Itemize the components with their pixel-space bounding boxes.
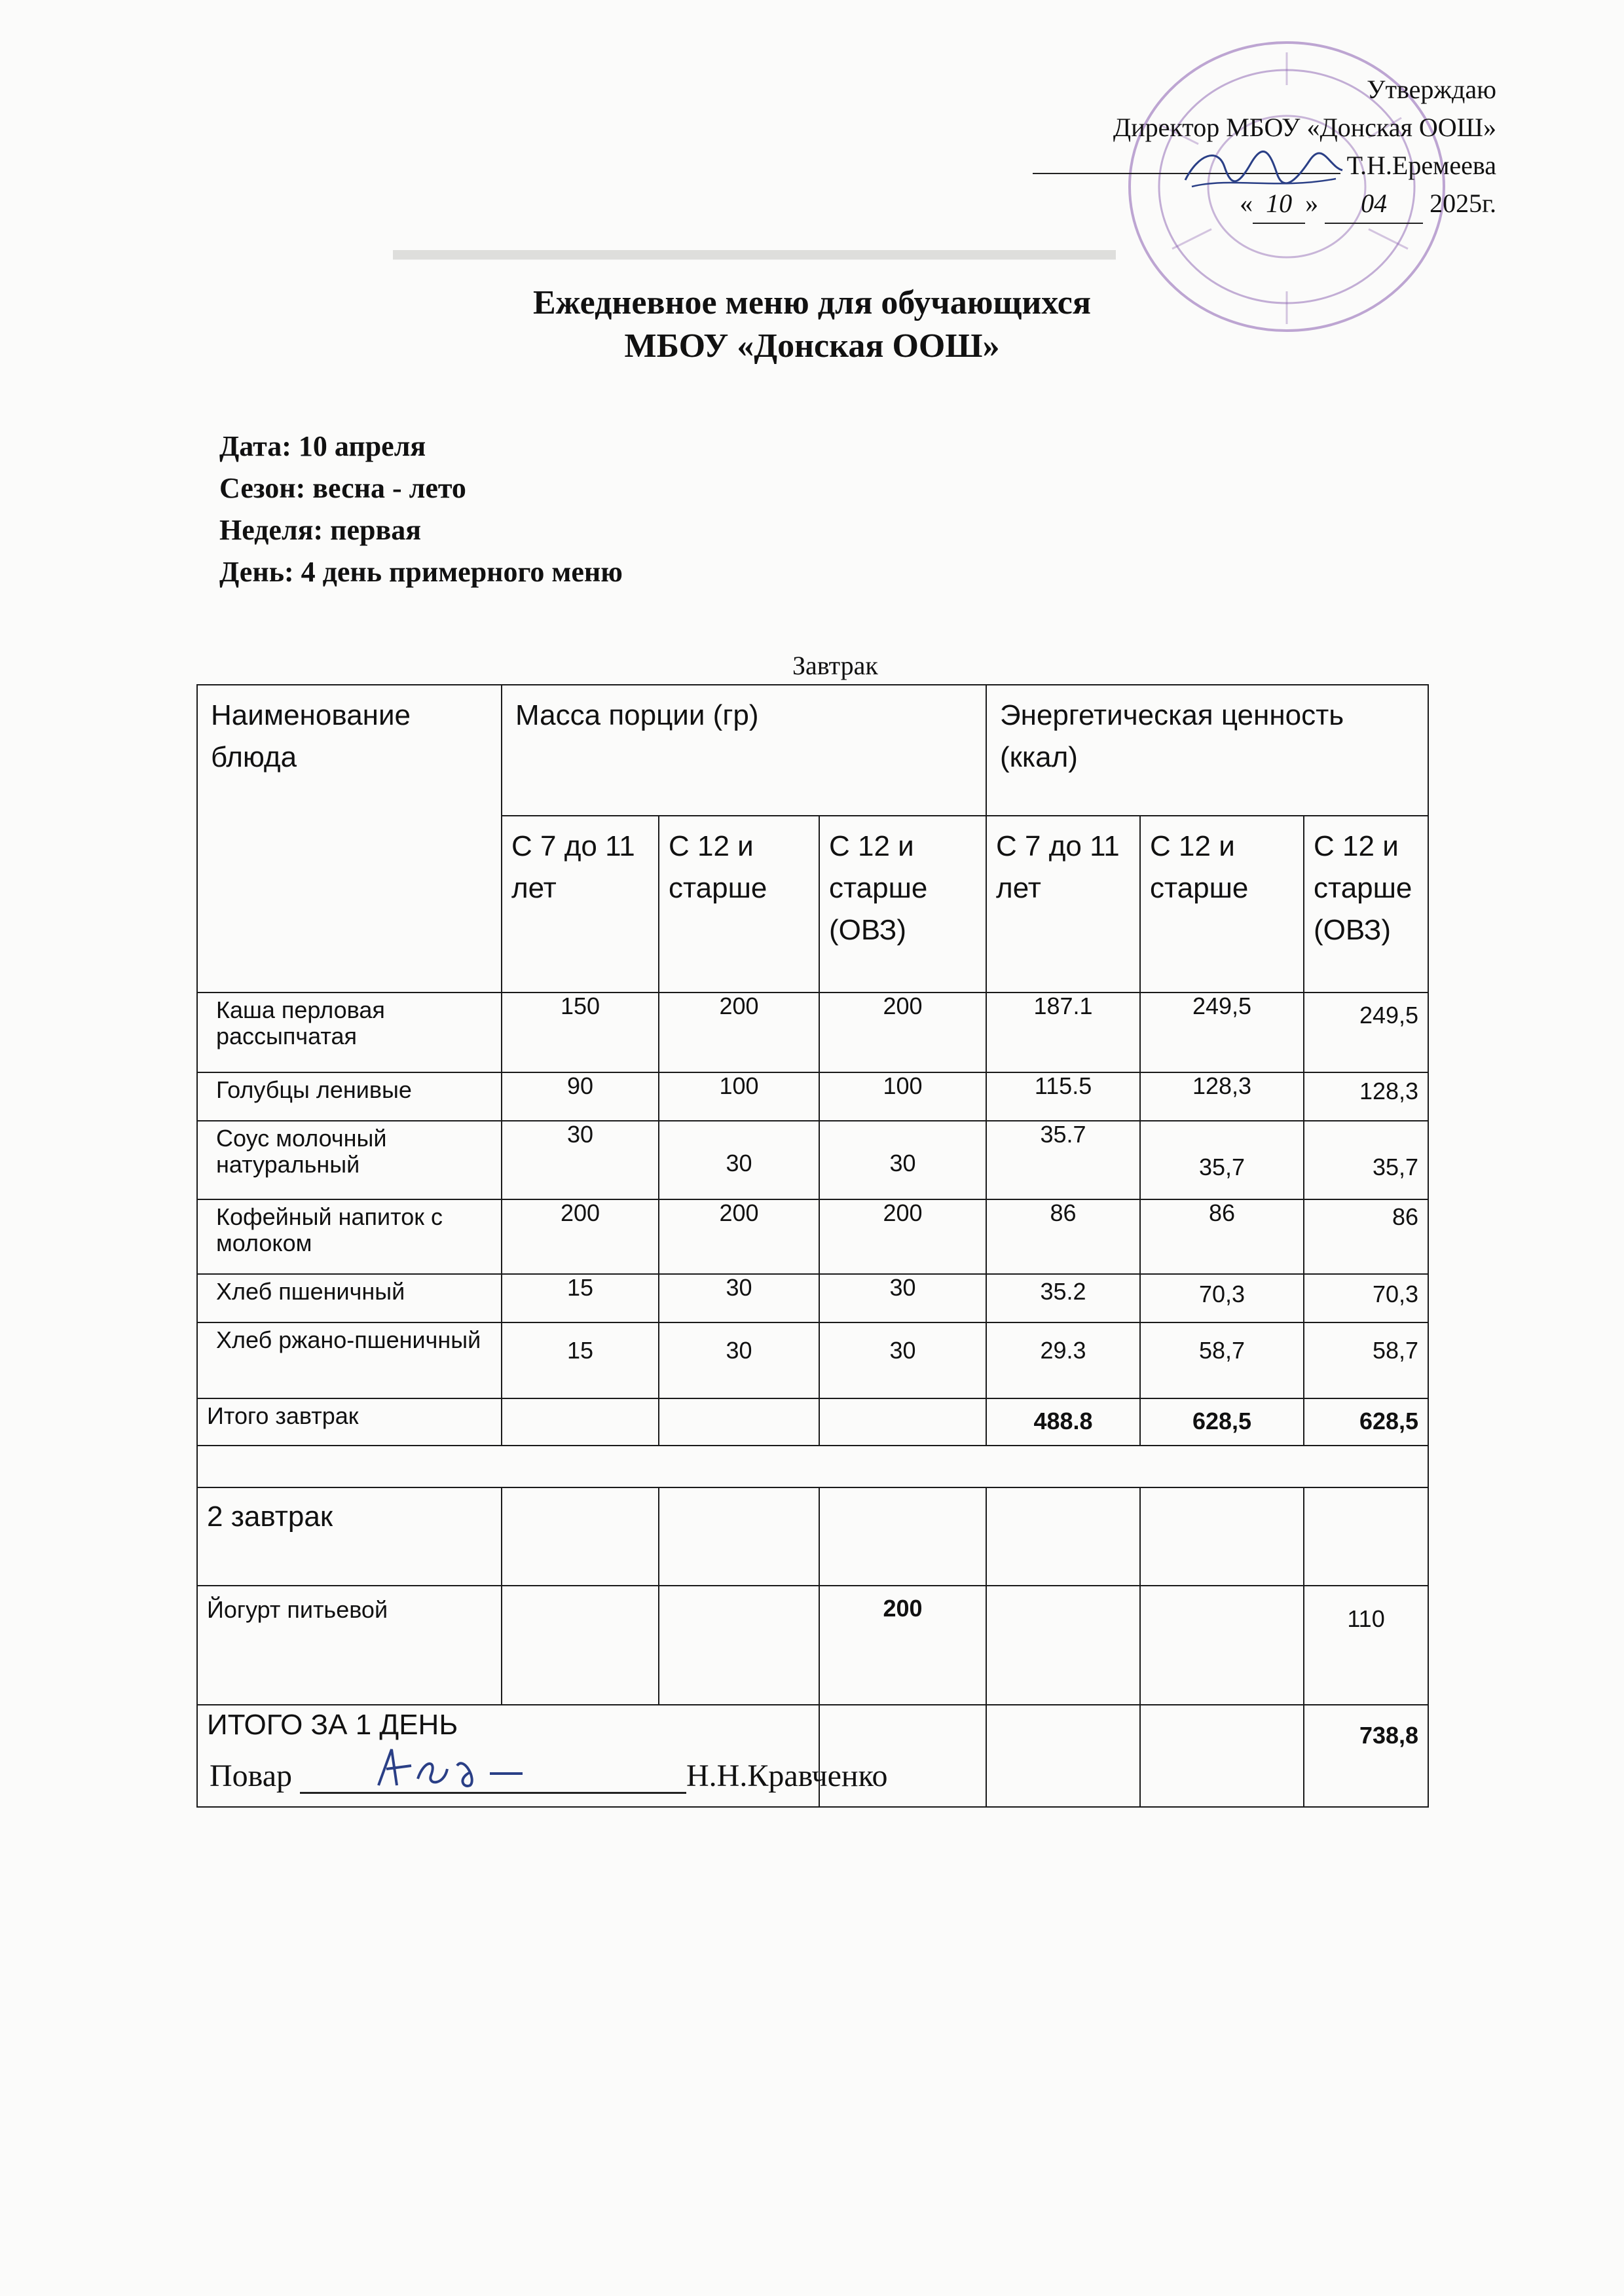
- second-breakfast-row: [197, 1487, 1428, 1586]
- dish-name: Соус молочный натуральный: [197, 1121, 502, 1199]
- mass-12: 200: [659, 993, 819, 1072]
- cook-name: Н.Н.Кравченко: [686, 1758, 888, 1793]
- itogo-energy-12: 628,5: [1140, 1398, 1304, 1446]
- table-row: [197, 1121, 1428, 1199]
- director-line: Директор МБОУ «Донская ООШ»: [1113, 113, 1496, 142]
- director-name: Т.Н.Еремеева: [1346, 151, 1496, 180]
- energy-12: 35,7: [1140, 1121, 1304, 1199]
- table-row: [197, 993, 1428, 1072]
- mass-12: 100: [659, 1072, 819, 1121]
- itogo-energy-12-ovz: 628,5: [1304, 1398, 1428, 1446]
- energy-12-ovz: 249,5: [1304, 993, 1428, 1072]
- mass-12-ovz: 30: [819, 1121, 986, 1199]
- yogurt-energy: 110: [1304, 1586, 1428, 1705]
- total-value: 738,8: [1304, 1705, 1428, 1807]
- energy-12-ovz: 58,7: [1304, 1322, 1428, 1398]
- energy-12-ovz: 70,3: [1304, 1274, 1428, 1322]
- title-line-1: Ежедневное меню для обучающихся: [532, 284, 1092, 321]
- cook-signature-line: [210, 1758, 888, 1794]
- mass-12: 30: [659, 1322, 819, 1398]
- dish-name: Голубцы ленивые: [197, 1072, 502, 1121]
- mass-12: 30: [659, 1274, 819, 1322]
- bleed-through-background: ▬▬▬▬▬▬▬▬▬▬▬▬▬▬▬▬▬▬▬▬▬▬▬: [393, 243, 1116, 278]
- mass-12-ovz: 100: [819, 1072, 986, 1121]
- title-line-2: МБОУ «Донская ООШ»: [624, 327, 1000, 365]
- menu-table: [196, 684, 1429, 1808]
- approval-day: 10: [1253, 185, 1305, 224]
- meta-date: Дата: 10 апреля: [219, 430, 426, 462]
- energy-7-11: 35.2: [986, 1274, 1140, 1322]
- subheader-energy-7-11: С 7 до 11 лет: [986, 816, 1140, 993]
- energy-12: 86: [1140, 1199, 1304, 1274]
- energy-7-11: 86: [986, 1199, 1140, 1274]
- table-row: [197, 1274, 1428, 1322]
- table-row: [197, 1322, 1428, 1398]
- energy-7-11: 29.3: [986, 1322, 1140, 1398]
- approve-label: Утверждаю: [1367, 75, 1496, 104]
- mass-12: 200: [659, 1199, 819, 1274]
- meta-week: Неделя: первая: [219, 514, 422, 546]
- subheader-energy-12: С 12 и старше: [1140, 816, 1304, 993]
- energy-7-11: 35.7: [986, 1121, 1140, 1199]
- mass-7-11: 200: [502, 1199, 659, 1274]
- header-mass: Масса порции (гр): [502, 685, 986, 816]
- itogo-energy-7-11: 488.8: [986, 1398, 1140, 1446]
- mass-12-ovz: 30: [819, 1274, 986, 1322]
- dish-name: Хлеб ржано-пшеничный: [197, 1322, 502, 1398]
- subheader-energy-12-ovz: С 12 и старше (ОВЗ): [1304, 816, 1428, 993]
- director-signature: [1179, 141, 1349, 200]
- mass-7-11: 90: [502, 1072, 659, 1121]
- itogo-label: Итого завтрак: [197, 1398, 502, 1446]
- energy-7-11: 115.5: [986, 1072, 1140, 1121]
- dish-name: Йогурт питьевой: [197, 1586, 502, 1705]
- cook-signature-blank: [300, 1759, 686, 1794]
- header-energy: Энергетическая ценность (ккал): [986, 685, 1428, 816]
- energy-12-ovz: 128,3: [1304, 1072, 1428, 1121]
- energy-12: 70,3: [1140, 1274, 1304, 1322]
- approval-month: 04: [1325, 185, 1423, 224]
- approval-date: « 10 » 04 2025г.: [972, 185, 1496, 224]
- mass-12-ovz: 200: [819, 1199, 986, 1274]
- dish-name: Хлеб пшеничный: [197, 1274, 502, 1322]
- cook-signature: [365, 1740, 536, 1798]
- mass-7-11: 30: [502, 1121, 659, 1199]
- second-breakfast-label: 2 завтрак: [197, 1487, 502, 1586]
- section-label-breakfast: Завтрак: [792, 651, 878, 680]
- mass-7-11: 15: [502, 1322, 659, 1398]
- page-title: [0, 282, 1624, 368]
- table-header-row: [197, 685, 1428, 816]
- table-row: [197, 1072, 1428, 1121]
- meta-season: Сезон: весна - лето: [219, 472, 466, 504]
- energy-12: 249,5: [1140, 993, 1304, 1072]
- energy-12-ovz: 35,7: [1304, 1121, 1428, 1199]
- yogurt-mass: 200: [819, 1586, 986, 1705]
- menu-meta: [219, 426, 623, 593]
- subheader-mass-7-11: С 7 до 11 лет: [502, 816, 659, 993]
- energy-12: 128,3: [1140, 1072, 1304, 1121]
- subheader-mass-12: С 12 и старше: [659, 816, 819, 993]
- energy-12-ovz: 86: [1304, 1199, 1428, 1274]
- energy-12: 58,7: [1140, 1322, 1304, 1398]
- mass-7-11: 15: [502, 1274, 659, 1322]
- mass-12: 30: [659, 1121, 819, 1199]
- table-row: [197, 1199, 1428, 1274]
- meta-day: День: 4 день примерного меню: [219, 556, 623, 588]
- mass-7-11: 150: [502, 993, 659, 1072]
- dish-name: Каша перловая рассыпчатая: [197, 993, 502, 1072]
- table-row: [197, 1586, 1428, 1705]
- mass-12-ovz: 200: [819, 993, 986, 1072]
- mass-12-ovz: 30: [819, 1322, 986, 1398]
- total-label: ИТОГО ЗА 1 ДЕНЬ: [197, 1705, 819, 1807]
- empty-row: [197, 1446, 1428, 1487]
- subheader-mass-12-ovz: С 12 и старше (ОВЗ): [819, 816, 986, 993]
- dish-name: Кофейный напиток с молоком: [197, 1199, 502, 1274]
- cook-label: Повар: [210, 1758, 292, 1793]
- approval-year: 2025г.: [1430, 189, 1496, 218]
- itogo-row: [197, 1398, 1428, 1446]
- energy-7-11: 187.1: [986, 993, 1140, 1072]
- header-dish-name: Наименование блюда: [197, 685, 502, 993]
